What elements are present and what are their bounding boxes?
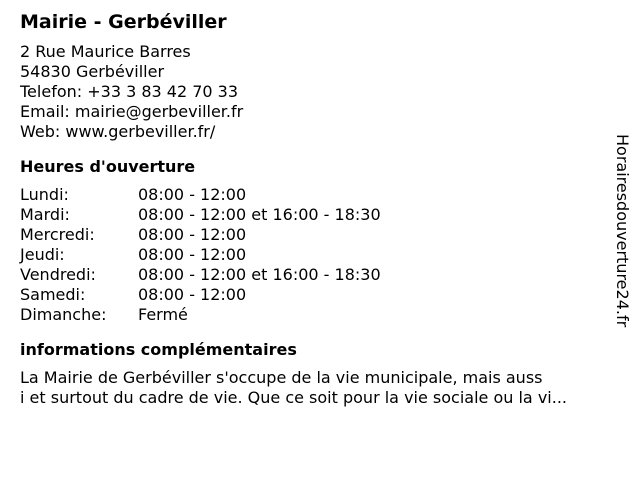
time-value: Fermé <box>138 305 188 324</box>
info-heading: informations complémentaires <box>20 340 297 359</box>
hours-row-mardi <box>20 205 620 225</box>
city-line: 54830 Gerbéviller <box>20 62 165 81</box>
hours-row-jeudi <box>20 245 620 265</box>
info-line-1: La Mairie de Gerbéviller s'occupe de la vie municipale, mais auss <box>20 368 543 387</box>
hours-row-lundi <box>20 185 620 205</box>
day-label: Mardi: <box>20 205 70 224</box>
hours-row-samedi <box>20 285 620 305</box>
day-label: Mercredi: <box>20 225 95 244</box>
phone-line: Telefon: +33 3 83 42 70 33 <box>20 82 239 101</box>
street-address: 2 Rue Maurice Barres <box>20 42 191 61</box>
hours-row-mercredi <box>20 225 620 245</box>
page-title: Mairie - Gerbéviller <box>20 11 227 33</box>
time-value: 08:00 - 12:00 <box>138 185 247 204</box>
day-label: Lundi: <box>20 185 69 204</box>
time-value: 08:00 - 12:00 et 16:00 - 18:30 <box>138 265 381 284</box>
day-label: Vendredi: <box>20 265 96 284</box>
hours-row-vendredi <box>20 265 620 285</box>
time-value: 08:00 - 12:00 <box>138 285 247 304</box>
time-value: 08:00 - 12:00 <box>138 245 247 264</box>
hours-row-dimanche <box>20 305 620 325</box>
hours-table <box>20 185 620 325</box>
day-label: Jeudi: <box>20 245 65 264</box>
day-label: Samedi: <box>20 285 86 304</box>
info-description <box>20 368 616 408</box>
site-watermark: Horairesdouverture24.fr <box>613 134 632 328</box>
time-value: 08:00 - 12:00 et 16:00 - 18:30 <box>138 205 381 224</box>
hours-heading: Heures d'ouverture <box>20 157 196 176</box>
day-label: Dimanche: <box>20 305 107 324</box>
info-line-2: i et surtout du cadre de vie. Que ce soit pour la vie sociale ou la vi... <box>20 388 567 407</box>
mairie-card <box>20 8 620 408</box>
email-line: Email: mairie@gerbeviller.fr <box>20 102 244 121</box>
address-block <box>20 42 620 142</box>
web-line: Web: www.gerbeviller.fr/ <box>20 122 216 141</box>
time-value: 08:00 - 12:00 <box>138 225 247 244</box>
